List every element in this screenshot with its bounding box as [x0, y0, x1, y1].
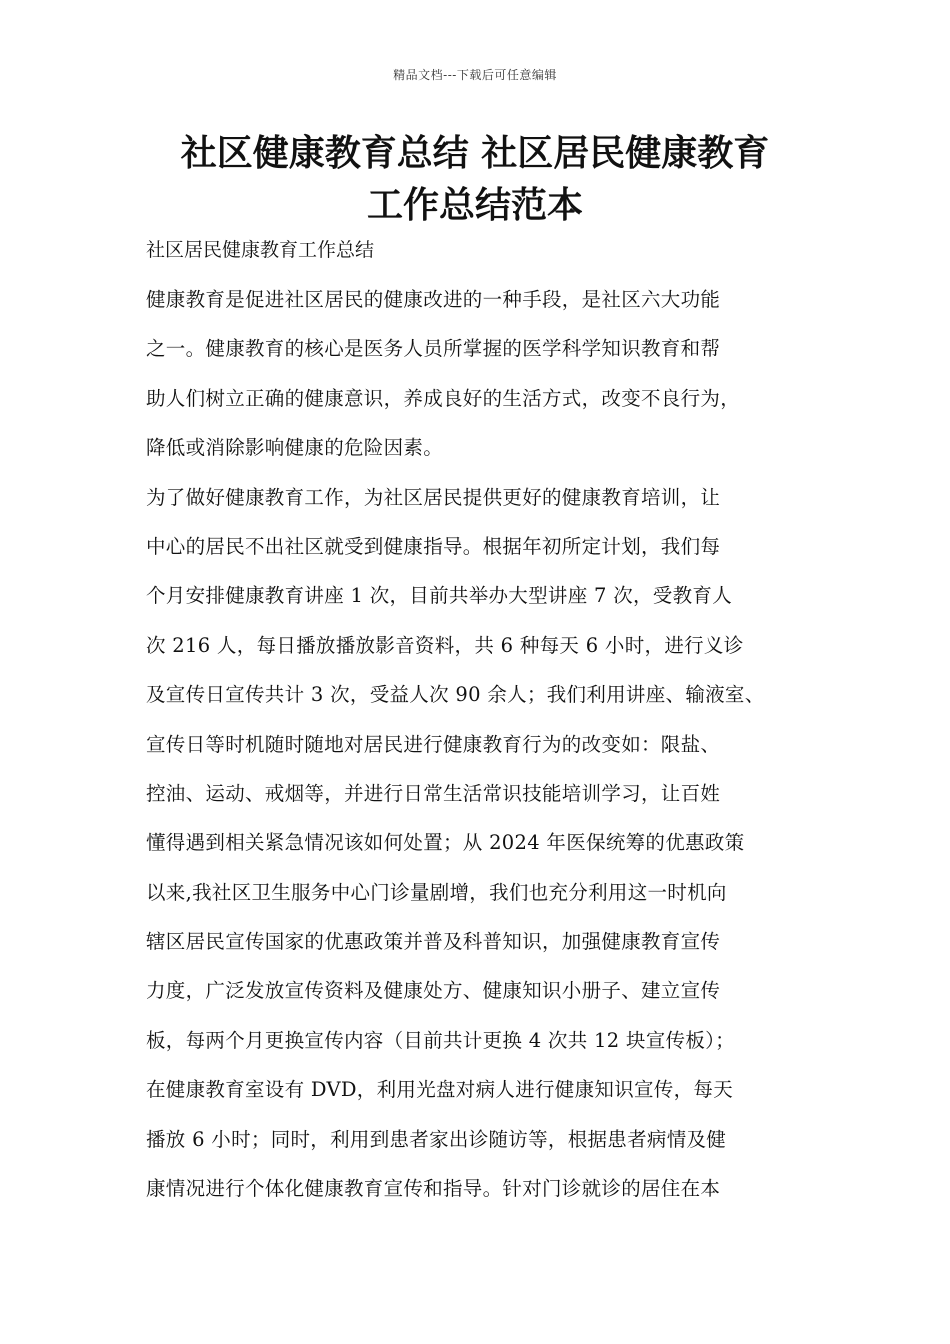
title-line-1: 社区健康教育总结 社区居民健康教育: [180, 133, 770, 174]
text-line: 次 216 人，每日播放播放影音资料，共 6 种每天 6 小时，进行义诊: [146, 633, 744, 657]
text-line: 播放 6 小时；同时，利用到患者家出诊随访等，根据患者病情及健: [146, 1127, 727, 1151]
text-line: 在健康教育室设有 DVD，利用光盘对病人进行健康知识宣传，每天: [146, 1078, 734, 1102]
header-note: 精品文档---下载后可任意编辑: [393, 68, 557, 82]
text-line: 健康教育是促进社区居民的健康改进的一种手段，是社区六大功能: [146, 288, 721, 311]
text-line: 及宣传日宣传共计 3 次，受益人次 90 余人；我们利用讲座、输液室、: [146, 683, 765, 707]
text-line: 辖区居民宣传国家的优惠政策并普及科普知识，加强健康教育宣传: [146, 930, 721, 954]
text-line: 之一。健康教育的核心是医务人员所掌握的医学科学知识教育和帮: [146, 337, 721, 361]
title-line-2: 工作总结范本: [366, 185, 583, 226]
page-title: [120, 128, 830, 232]
text-line: 以来,我社区卫生服务中心门诊量剧增，我们也充分利用这一时机向: [146, 880, 727, 904]
text-line: 中心的居民不出社区就受到健康指导。根据年初所定计划，我们每: [146, 534, 721, 558]
text-line: 懂得遇到相关紧急情况该如何处置；从 2024 年医保统筹的优惠政策: [146, 831, 745, 855]
paragraph-2: [146, 478, 826, 1219]
document-body: [146, 280, 826, 1218]
text-line: 助人们树立正确的健康意识，养成良好的生活方式，改变不良行为，: [146, 386, 741, 410]
text-line: 康情况进行个体化健康教育宣传和指导。针对门诊就诊的居住在本: [146, 1177, 721, 1201]
text-line: 宣传日等时机随时随地对居民进行健康教育行为的改变如：限盐、: [146, 732, 721, 756]
text-line: 个月安排健康教育讲座 1 次，目前共举办大型讲座 7 次，受教育人: [146, 584, 733, 608]
text-line: 力度，广泛发放宣传资料及健康处方、健康知识小册子、建立宣传: [146, 979, 721, 1003]
text-line: 板，每两个月更换宣传内容（目前共计更换 4 次共 12 块宣传板）；: [146, 1028, 735, 1052]
text-line: 控油、运动、戒烟等，并进行日常生活常识技能培训学习，让百姓: [146, 781, 721, 805]
text-line: 为了做好健康教育工作，为社区居民提供更好的健康教育培训，让: [146, 485, 721, 509]
text-line: 降低或消除影响健康的危险因素。: [146, 436, 444, 460]
paragraph-1: [146, 280, 826, 478]
subtitle: 社区居民健康教育工作总结: [146, 239, 375, 261]
